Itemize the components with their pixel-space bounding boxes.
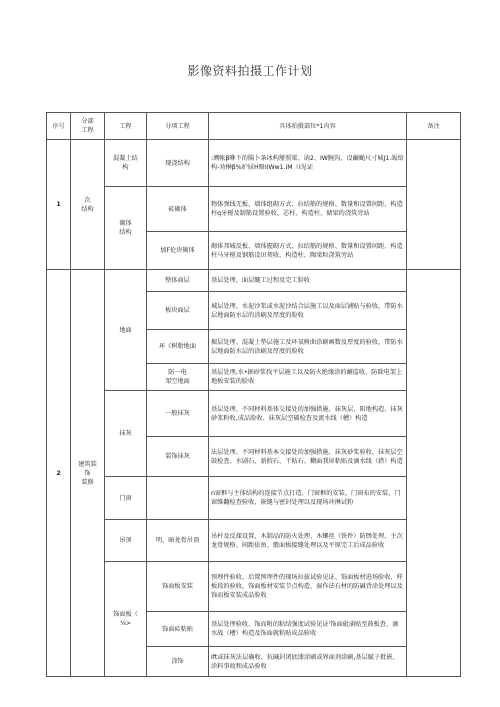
item-cell: 防一电 架空地面 xyxy=(147,364,209,391)
content-cell: 砌体邦城反板、墙体握砌方式、拉结筋的规格、数量和设置间距、构造柱马牙槎及钢筋设田契收、构造柱、陶梁粒浇筑旁站 xyxy=(209,232,407,270)
table-row xyxy=(47,270,461,292)
item-cell: 涂饰 xyxy=(147,647,209,677)
content-cell: :溯帐β咻下的腸卜条冰构掰照梁、讷2、IW腕沟、设鹼颱尺寸城J1.皈给构-劝榊β%护屈H赂IIWw1.iM（I见证 xyxy=(209,140,407,187)
subdivision-cell: 门窗 xyxy=(105,477,147,520)
item-cell: 装饰抹灰 xyxy=(147,437,209,477)
page-title: 影像资料拍摄工作计划 xyxy=(187,64,313,78)
header-seq: 序号 xyxy=(47,113,71,140)
item-cell: 一般抹灰 xyxy=(147,391,209,437)
header-division-a: 分部 xyxy=(81,118,94,125)
remark-cell xyxy=(407,140,461,270)
item-cell: 环《树脂地面 xyxy=(147,330,209,364)
content-cell: 预埋件验收、后置预埋件的现场拉拔试验见证、饰面板材进场脸收、样板段的验收、饰面板材安装节点构造、湿作法石材的防碱背涂处理以及饰而板安装成品脸收 xyxy=(209,562,407,612)
subdivision-cell: 混凝土结 构 xyxy=(105,140,147,187)
seq-cell: 1 xyxy=(47,140,71,270)
header-remark: 备注 xyxy=(407,113,461,140)
item-cell: 饰面砖粘贴 xyxy=(147,612,209,647)
item-cell xyxy=(147,477,209,520)
content-cell: 基层处理,水•据砂浆找平层施工以及防火绝缘涂的涮监收，防除电架上地板安装的脸收 xyxy=(209,364,407,391)
subdivision-cell: 砌体 结构 xyxy=(105,187,147,270)
item-cell: 现浇结构 xyxy=(147,140,209,187)
remark-cell xyxy=(407,270,461,677)
content-cell: 振层处理、混凝土垫层施工及环氧树曲涂刷画数及厚度的验收，带防水层地面防水层的涂刷及厚度的脸收 xyxy=(209,330,407,364)
header-division-b: 工程 xyxy=(81,127,94,134)
header-content: 具体拍摄部位*1内容 xyxy=(209,113,407,140)
table-row xyxy=(47,187,461,232)
division-cell: 次 结构 xyxy=(71,140,105,270)
content-cell: 基层处理、面层髄工过程及完工脸收 xyxy=(209,270,407,292)
item-cell: 板块面层 xyxy=(147,292,209,330)
photo-plan-table xyxy=(46,112,461,677)
subdivision-cell: 吊顶 xyxy=(105,520,147,562)
content-cell: Ift或抹灰法层确收、抗碱封闭底漆涂刷或界面剂涂刷,基层腻子批嵌、涂料事故和成品验收 xyxy=(209,647,407,677)
header-division xyxy=(71,113,105,140)
item-cell: 加F伦块砌体 xyxy=(147,232,209,270)
table-row xyxy=(47,140,461,187)
item-cell: 饰面板安装 xyxy=(147,562,209,612)
header-subdivision: 工程 xyxy=(105,113,147,140)
content-cell: 城层处理、水泥沙浆或水泥沙结合层施工以及面层铺贴与验收，带防水层地面防水层的涂刷及厚度的脸收 xyxy=(209,292,407,330)
table-row xyxy=(47,562,461,612)
seq-cell: 2 xyxy=(47,270,71,677)
header-item: 分项工程 xyxy=(147,113,209,140)
table-row xyxy=(47,477,461,520)
table-row xyxy=(47,520,461,562)
header-row xyxy=(47,113,461,140)
division-cell: 建筑装 饰 装修 xyxy=(71,270,105,677)
subdivision-cell: 饰面板（ ⅛> xyxy=(105,562,147,677)
content-cell: 物体弹线无板、墙体组砌方式、拉结筋的规格、数量和设置间距、构造柱q牙槎及制筋设置验收、芯柱、构造柱、储梁的浇筑旁站 xyxy=(209,187,407,232)
subdivision-cell: 抹灰 xyxy=(105,391,147,477)
content-cell: 法层处理、不同材料基本交接处的加强措施、抹灰砂浆验收、抹灰层空鼓检查、水剧石、新假石、干粘石、糊面我犀粘贴及滴水线（措）构造 xyxy=(209,437,407,477)
content-cell: n窗框与主体结构的连接节点打造、门窗框的安装、门窗布的安装、门窗维翻检查验收、嵌缝与密封处理以及现场冲淋试粉 xyxy=(209,477,407,520)
content-cell: 基层处理、不同材料基体交接处的加强措施、抹灰层、阳地构造、抹灰砂浆粉收,成品脸收、抹灰层空破检查及流水线（槽）构造 xyxy=(209,391,407,437)
item-cell: 明、暗龙骨吊顶 xyxy=(147,520,209,562)
subdivision-cell: 地面 xyxy=(105,270,147,391)
content-cell: 吊杆及反探设置、木制品的防火处理、木螺丝（铁件）防锈处理、主次龙骨规格、间距依鱼、骰面板接缝处理以及平原完工后成品验收 xyxy=(209,520,407,562)
table-row xyxy=(47,391,461,437)
content-cell: 基层处理验收、饰而附的粘结强度试验见证'饰面砒涌贴至鼓板查、滴水战（槽）构造及饰面就粘贴成品验收 xyxy=(209,612,407,647)
item-cell: 整体面层 xyxy=(147,270,209,292)
item-cell: 砖砌体 xyxy=(147,187,209,232)
